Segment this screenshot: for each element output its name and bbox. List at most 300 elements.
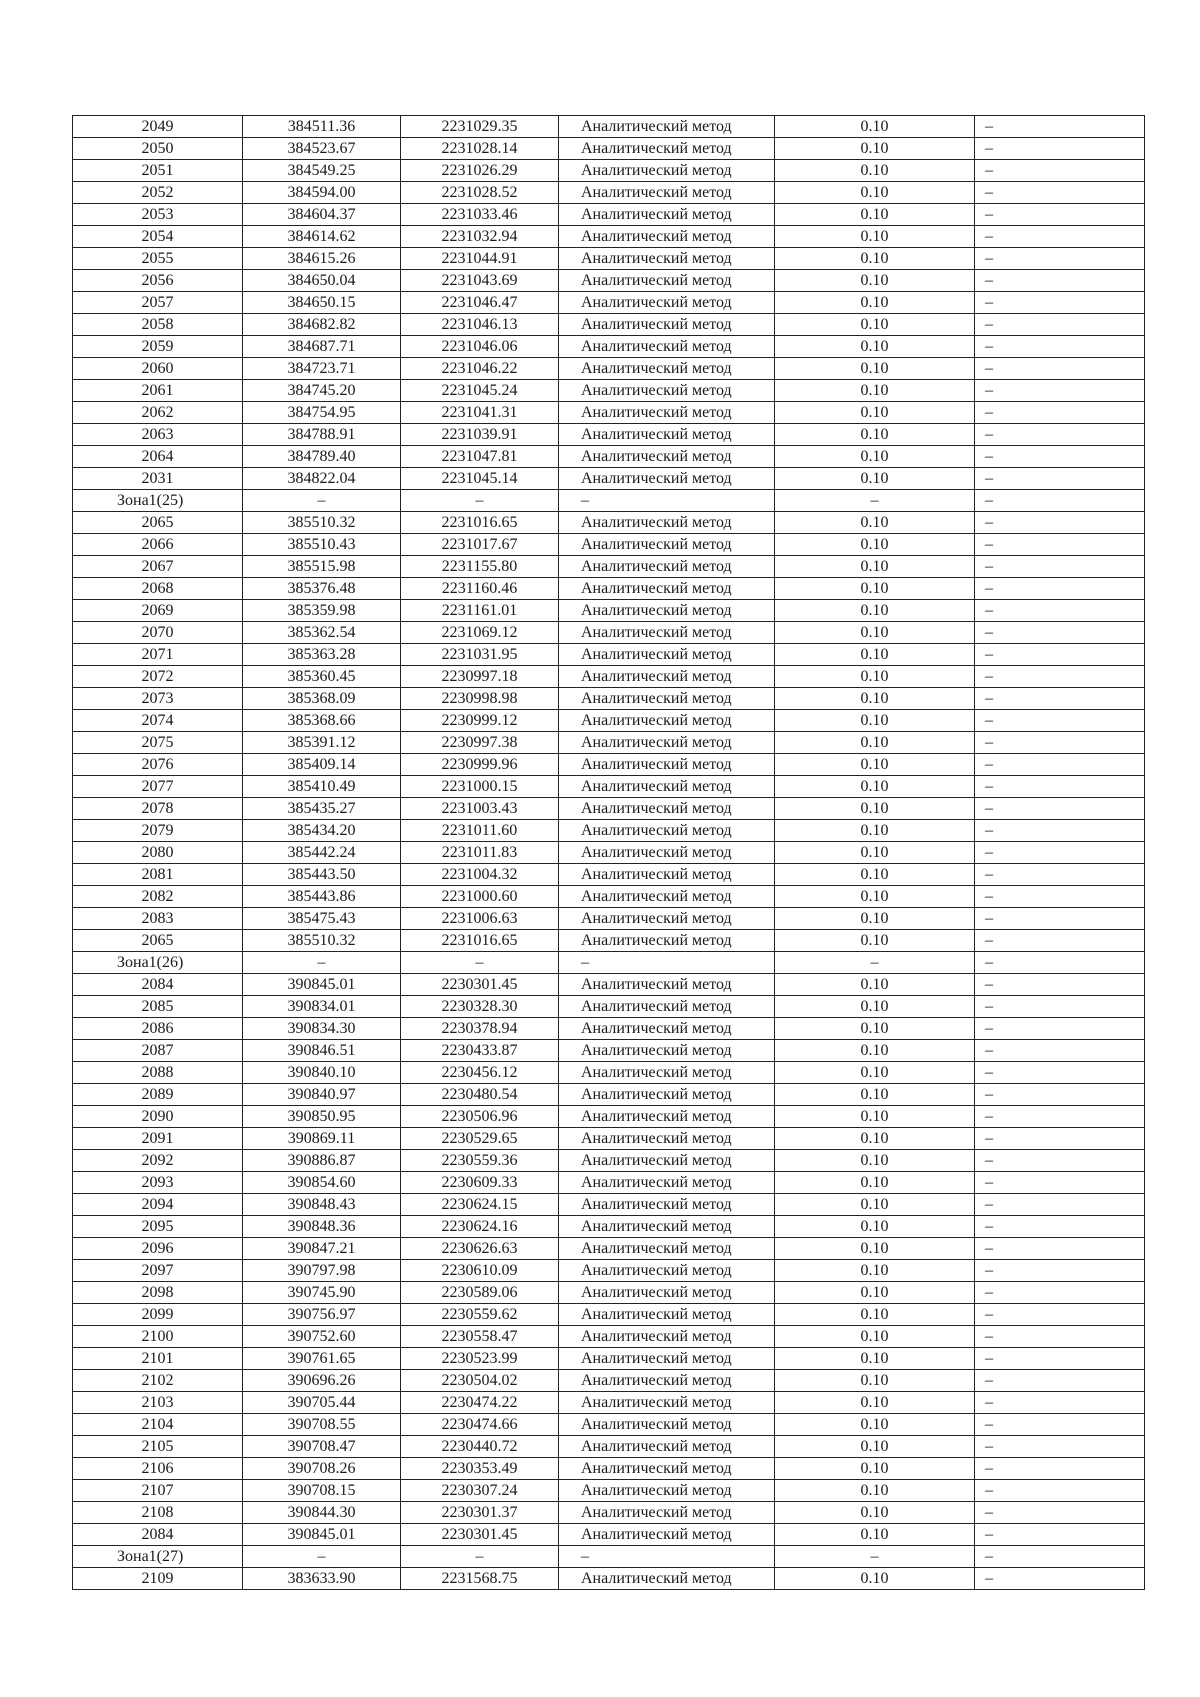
point-number-cell: 2093 xyxy=(73,1172,243,1194)
y-coordinate-cell: 2231028.14 xyxy=(401,138,559,160)
accuracy-cell: 0.10 xyxy=(775,1326,975,1348)
accuracy-cell: 0.10 xyxy=(775,1348,975,1370)
note-cell: – xyxy=(975,1062,1145,1084)
note-cell: – xyxy=(975,1040,1145,1062)
table-row xyxy=(73,424,1145,446)
point-number-cell: 2061 xyxy=(73,380,243,402)
method-cell: – xyxy=(559,952,775,974)
table-row xyxy=(73,1304,1145,1326)
note-cell: – xyxy=(975,1568,1145,1590)
method-cell: Аналитический метод xyxy=(559,930,775,952)
note-cell: – xyxy=(975,952,1145,974)
note-cell: – xyxy=(975,1194,1145,1216)
method-cell: Аналитический метод xyxy=(559,512,775,534)
method-cell: Аналитический метод xyxy=(559,182,775,204)
note-cell: – xyxy=(975,1524,1145,1546)
x-coordinate-cell: – xyxy=(243,952,401,974)
point-number-cell: 2105 xyxy=(73,1436,243,1458)
x-coordinate-cell: 385409.14 xyxy=(243,754,401,776)
point-number-cell: 2087 xyxy=(73,1040,243,1062)
y-coordinate-cell: – xyxy=(401,952,559,974)
accuracy-cell: 0.10 xyxy=(775,1106,975,1128)
method-cell: Аналитический метод xyxy=(559,996,775,1018)
y-coordinate-cell: 2230440.72 xyxy=(401,1436,559,1458)
point-number-cell: 2056 xyxy=(73,270,243,292)
note-cell: – xyxy=(975,1106,1145,1128)
table-row xyxy=(73,1084,1145,1106)
note-cell: – xyxy=(975,1370,1145,1392)
method-cell: Аналитический метод xyxy=(559,1436,775,1458)
point-number-cell: 2084 xyxy=(73,974,243,996)
table-row xyxy=(73,270,1145,292)
note-cell: – xyxy=(975,1414,1145,1436)
accuracy-cell: 0.10 xyxy=(775,1062,975,1084)
table-row xyxy=(73,732,1145,754)
accuracy-cell: 0.10 xyxy=(775,754,975,776)
y-coordinate-cell: 2231046.22 xyxy=(401,358,559,380)
y-coordinate-cell: 2230353.49 xyxy=(401,1458,559,1480)
accuracy-cell: 0.10 xyxy=(775,1392,975,1414)
note-cell: – xyxy=(975,490,1145,512)
table-row xyxy=(73,908,1145,930)
method-cell: Аналитический метод xyxy=(559,424,775,446)
y-coordinate-cell: 2230301.45 xyxy=(401,974,559,996)
note-cell: – xyxy=(975,644,1145,666)
note-cell: – xyxy=(975,1304,1145,1326)
table-row xyxy=(73,622,1145,644)
x-coordinate-cell: 385435.27 xyxy=(243,798,401,820)
note-cell: – xyxy=(975,534,1145,556)
point-number-cell: 2076 xyxy=(73,754,243,776)
x-coordinate-cell: 384745.20 xyxy=(243,380,401,402)
table-row xyxy=(73,644,1145,666)
method-cell: Аналитический метод xyxy=(559,1414,775,1436)
y-coordinate-cell: 2231033.46 xyxy=(401,204,559,226)
point-number-cell: 2065 xyxy=(73,930,243,952)
table-row xyxy=(73,226,1145,248)
table-row xyxy=(73,776,1145,798)
x-coordinate-cell: 385359.98 xyxy=(243,600,401,622)
method-cell: Аналитический метод xyxy=(559,446,775,468)
y-coordinate-cell: 2230559.62 xyxy=(401,1304,559,1326)
point-number-cell: 2091 xyxy=(73,1128,243,1150)
accuracy-cell: 0.10 xyxy=(775,710,975,732)
table-row xyxy=(73,1370,1145,1392)
accuracy-cell: 0.10 xyxy=(775,402,975,424)
accuracy-cell: 0.10 xyxy=(775,886,975,908)
x-coordinate-cell: 384615.26 xyxy=(243,248,401,270)
point-number-cell: 2064 xyxy=(73,446,243,468)
accuracy-cell: 0.10 xyxy=(775,1414,975,1436)
x-coordinate-cell: 384523.67 xyxy=(243,138,401,160)
x-coordinate-cell: 390848.36 xyxy=(243,1216,401,1238)
method-cell: Аналитический метод xyxy=(559,1150,775,1172)
accuracy-cell: 0.10 xyxy=(775,314,975,336)
x-coordinate-cell: 385368.09 xyxy=(243,688,401,710)
note-cell: – xyxy=(975,380,1145,402)
accuracy-cell: 0.10 xyxy=(775,688,975,710)
table-row xyxy=(73,1018,1145,1040)
table-row xyxy=(73,688,1145,710)
table-row xyxy=(73,182,1145,204)
note-cell: – xyxy=(975,842,1145,864)
note-cell: – xyxy=(975,754,1145,776)
note-cell: – xyxy=(975,666,1145,688)
table-row xyxy=(73,1216,1145,1238)
note-cell: – xyxy=(975,578,1145,600)
accuracy-cell: 0.10 xyxy=(775,974,975,996)
y-coordinate-cell: 2230998.98 xyxy=(401,688,559,710)
point-number-cell: 2108 xyxy=(73,1502,243,1524)
x-coordinate-cell: 385391.12 xyxy=(243,732,401,754)
x-coordinate-cell: 390854.60 xyxy=(243,1172,401,1194)
y-coordinate-cell: 2231046.13 xyxy=(401,314,559,336)
y-coordinate-cell: 2230558.47 xyxy=(401,1326,559,1348)
note-cell: – xyxy=(975,996,1145,1018)
point-number-cell: 2074 xyxy=(73,710,243,732)
accuracy-cell: 0.10 xyxy=(775,776,975,798)
note-cell: – xyxy=(975,138,1145,160)
table-row xyxy=(73,1414,1145,1436)
y-coordinate-cell: 2230474.66 xyxy=(401,1414,559,1436)
method-cell: Аналитический метод xyxy=(559,974,775,996)
table-row xyxy=(73,820,1145,842)
x-coordinate-cell: 384687.71 xyxy=(243,336,401,358)
y-coordinate-cell: 2230997.18 xyxy=(401,666,559,688)
y-coordinate-cell: 2231028.52 xyxy=(401,182,559,204)
method-cell: Аналитический метод xyxy=(559,886,775,908)
y-coordinate-cell: 2231046.06 xyxy=(401,336,559,358)
x-coordinate-cell: 385443.50 xyxy=(243,864,401,886)
coordinates-table-body xyxy=(73,116,1145,1590)
method-cell: Аналитический метод xyxy=(559,138,775,160)
note-cell: – xyxy=(975,512,1145,534)
method-cell: Аналитический метод xyxy=(559,380,775,402)
x-coordinate-cell: 390847.21 xyxy=(243,1238,401,1260)
method-cell: Аналитический метод xyxy=(559,1128,775,1150)
accuracy-cell: 0.10 xyxy=(775,138,975,160)
accuracy-cell: 0.10 xyxy=(775,1282,975,1304)
point-number-cell: 2082 xyxy=(73,886,243,908)
method-cell: Аналитический метод xyxy=(559,644,775,666)
table-row xyxy=(73,864,1145,886)
x-coordinate-cell: 385510.43 xyxy=(243,534,401,556)
table-row xyxy=(73,446,1145,468)
note-cell: – xyxy=(975,974,1145,996)
x-coordinate-cell: 390708.55 xyxy=(243,1414,401,1436)
method-cell: Аналитический метод xyxy=(559,1370,775,1392)
method-cell: Аналитический метод xyxy=(559,204,775,226)
method-cell: Аналитический метод xyxy=(559,1040,775,1062)
x-coordinate-cell: 384822.04 xyxy=(243,468,401,490)
method-cell: Аналитический метод xyxy=(559,1458,775,1480)
x-coordinate-cell: 384594.00 xyxy=(243,182,401,204)
point-number-cell: Зона1(27) xyxy=(73,1546,243,1568)
point-number-cell: 2052 xyxy=(73,182,243,204)
x-coordinate-cell: 384614.62 xyxy=(243,226,401,248)
note-cell: – xyxy=(975,732,1145,754)
point-number-cell: 2107 xyxy=(73,1480,243,1502)
point-number-cell: 2089 xyxy=(73,1084,243,1106)
table-row xyxy=(73,468,1145,490)
point-number-cell: Зона1(25) xyxy=(73,490,243,512)
y-coordinate-cell: 2231069.12 xyxy=(401,622,559,644)
point-number-cell: 2058 xyxy=(73,314,243,336)
x-coordinate-cell: 390834.01 xyxy=(243,996,401,1018)
y-coordinate-cell: 2230480.54 xyxy=(401,1084,559,1106)
accuracy-cell: 0.10 xyxy=(775,556,975,578)
method-cell: Аналитический метод xyxy=(559,1568,775,1590)
point-number-cell: 2086 xyxy=(73,1018,243,1040)
table-row xyxy=(73,1128,1145,1150)
table-row xyxy=(73,1282,1145,1304)
note-cell: – xyxy=(975,182,1145,204)
accuracy-cell: 0.10 xyxy=(775,1370,975,1392)
point-number-cell: 2054 xyxy=(73,226,243,248)
x-coordinate-cell: 390708.47 xyxy=(243,1436,401,1458)
point-number-cell: 2065 xyxy=(73,512,243,534)
accuracy-cell: 0.10 xyxy=(775,864,975,886)
accuracy-cell: 0.10 xyxy=(775,1458,975,1480)
table-row xyxy=(73,358,1145,380)
method-cell: Аналитический метод xyxy=(559,864,775,886)
table-row xyxy=(73,1106,1145,1128)
table-row xyxy=(73,1524,1145,1546)
x-coordinate-cell: 384650.04 xyxy=(243,270,401,292)
note-cell: – xyxy=(975,292,1145,314)
x-coordinate-cell: 385515.98 xyxy=(243,556,401,578)
table-row xyxy=(73,1260,1145,1282)
note-cell: – xyxy=(975,1282,1145,1304)
point-number-cell: 2072 xyxy=(73,666,243,688)
y-coordinate-cell: 2230301.45 xyxy=(401,1524,559,1546)
method-cell: Аналитический метод xyxy=(559,314,775,336)
accuracy-cell: 0.10 xyxy=(775,380,975,402)
method-cell: Аналитический метод xyxy=(559,798,775,820)
method-cell: Аналитический метод xyxy=(559,226,775,248)
note-cell: – xyxy=(975,908,1145,930)
accuracy-cell: 0.10 xyxy=(775,182,975,204)
point-number-cell: 2084 xyxy=(73,1524,243,1546)
note-cell: – xyxy=(975,1348,1145,1370)
table-row xyxy=(73,380,1145,402)
x-coordinate-cell: 385368.66 xyxy=(243,710,401,732)
point-number-cell: 2106 xyxy=(73,1458,243,1480)
accuracy-cell: 0.10 xyxy=(775,1260,975,1282)
point-number-cell: 2095 xyxy=(73,1216,243,1238)
accuracy-cell: 0.10 xyxy=(775,468,975,490)
note-cell: – xyxy=(975,116,1145,138)
point-number-cell: 2059 xyxy=(73,336,243,358)
method-cell: Аналитический метод xyxy=(559,534,775,556)
x-coordinate-cell: 385410.49 xyxy=(243,776,401,798)
table-row xyxy=(73,754,1145,776)
accuracy-cell: 0.10 xyxy=(775,996,975,1018)
accuracy-cell: 0.10 xyxy=(775,358,975,380)
y-coordinate-cell: 2230378.94 xyxy=(401,1018,559,1040)
x-coordinate-cell: 383633.90 xyxy=(243,1568,401,1590)
y-coordinate-cell: 2231045.14 xyxy=(401,468,559,490)
point-number-cell: 2070 xyxy=(73,622,243,644)
x-coordinate-cell: 390850.95 xyxy=(243,1106,401,1128)
x-coordinate-cell: 384511.36 xyxy=(243,116,401,138)
method-cell: Аналитический метод xyxy=(559,776,775,798)
note-cell: – xyxy=(975,688,1145,710)
x-coordinate-cell: – xyxy=(243,490,401,512)
point-number-cell: 2099 xyxy=(73,1304,243,1326)
coordinates-table xyxy=(72,115,1145,1590)
point-number-cell: 2075 xyxy=(73,732,243,754)
note-cell: – xyxy=(975,226,1145,248)
note-cell: – xyxy=(975,1260,1145,1282)
accuracy-cell: 0.10 xyxy=(775,1150,975,1172)
note-cell: – xyxy=(975,1172,1145,1194)
accuracy-cell: 0.10 xyxy=(775,1172,975,1194)
y-coordinate-cell: 2231004.32 xyxy=(401,864,559,886)
method-cell: Аналитический метод xyxy=(559,1062,775,1084)
note-cell: – xyxy=(975,1128,1145,1150)
accuracy-cell: 0.10 xyxy=(775,600,975,622)
table-row xyxy=(73,1480,1145,1502)
x-coordinate-cell: 385443.86 xyxy=(243,886,401,908)
y-coordinate-cell: 2230997.38 xyxy=(401,732,559,754)
note-cell: – xyxy=(975,468,1145,490)
x-coordinate-cell: 390761.65 xyxy=(243,1348,401,1370)
y-coordinate-cell: 2230999.96 xyxy=(401,754,559,776)
x-coordinate-cell: 390886.87 xyxy=(243,1150,401,1172)
x-coordinate-cell: 385376.48 xyxy=(243,578,401,600)
table-row xyxy=(73,1458,1145,1480)
x-coordinate-cell: 384549.25 xyxy=(243,160,401,182)
method-cell: Аналитический метод xyxy=(559,1480,775,1502)
table-row xyxy=(73,1062,1145,1084)
y-coordinate-cell: 2230328.30 xyxy=(401,996,559,1018)
method-cell: Аналитический метод xyxy=(559,1260,775,1282)
y-coordinate-cell: 2231000.60 xyxy=(401,886,559,908)
table-row xyxy=(73,600,1145,622)
accuracy-cell: 0.10 xyxy=(775,446,975,468)
table-row xyxy=(73,556,1145,578)
table-row xyxy=(73,1568,1145,1590)
point-number-cell: 2081 xyxy=(73,864,243,886)
accuracy-cell: 0.10 xyxy=(775,644,975,666)
note-cell: – xyxy=(975,710,1145,732)
point-number-cell: 2071 xyxy=(73,644,243,666)
x-coordinate-cell: 390745.90 xyxy=(243,1282,401,1304)
accuracy-cell: 0.10 xyxy=(775,842,975,864)
point-number-cell: 2066 xyxy=(73,534,243,556)
note-cell: – xyxy=(975,1216,1145,1238)
accuracy-cell: 0.10 xyxy=(775,578,975,600)
point-number-cell: 2067 xyxy=(73,556,243,578)
method-cell: Аналитический метод xyxy=(559,600,775,622)
point-number-cell: 2083 xyxy=(73,908,243,930)
x-coordinate-cell: 385434.20 xyxy=(243,820,401,842)
table-row xyxy=(73,930,1145,952)
method-cell: Аналитический метод xyxy=(559,402,775,424)
accuracy-cell: 0.10 xyxy=(775,666,975,688)
method-cell: Аналитический метод xyxy=(559,1304,775,1326)
method-cell: Аналитический метод xyxy=(559,1216,775,1238)
x-coordinate-cell: 384604.37 xyxy=(243,204,401,226)
note-cell: – xyxy=(975,1502,1145,1524)
note-cell: – xyxy=(975,160,1145,182)
y-coordinate-cell: 2230626.63 xyxy=(401,1238,559,1260)
table-row xyxy=(73,512,1145,534)
method-cell: Аналитический метод xyxy=(559,116,775,138)
method-cell: Аналитический метод xyxy=(559,556,775,578)
table-row xyxy=(73,160,1145,182)
accuracy-cell: 0.10 xyxy=(775,1436,975,1458)
note-cell: – xyxy=(975,270,1145,292)
x-coordinate-cell: 385363.28 xyxy=(243,644,401,666)
table-row xyxy=(73,336,1145,358)
x-coordinate-cell: 385510.32 xyxy=(243,930,401,952)
point-number-cell: 2078 xyxy=(73,798,243,820)
point-number-cell: 2069 xyxy=(73,600,243,622)
method-cell: Аналитический метод xyxy=(559,1282,775,1304)
accuracy-cell: 0.10 xyxy=(775,798,975,820)
accuracy-cell: 0.10 xyxy=(775,248,975,270)
y-coordinate-cell: 2231568.75 xyxy=(401,1568,559,1590)
method-cell: Аналитический метод xyxy=(559,754,775,776)
method-cell: Аналитический метод xyxy=(559,1524,775,1546)
accuracy-cell: 0.10 xyxy=(775,204,975,226)
note-cell: – xyxy=(975,1480,1145,1502)
x-coordinate-cell: 385362.54 xyxy=(243,622,401,644)
note-cell: – xyxy=(975,1018,1145,1040)
note-cell: – xyxy=(975,1326,1145,1348)
x-coordinate-cell: 390705.44 xyxy=(243,1392,401,1414)
note-cell: – xyxy=(975,864,1145,886)
table-row xyxy=(73,292,1145,314)
point-number-cell: Зона1(26) xyxy=(73,952,243,974)
note-cell: – xyxy=(975,336,1145,358)
y-coordinate-cell: 2230307.24 xyxy=(401,1480,559,1502)
table-row xyxy=(73,886,1145,908)
table-row xyxy=(73,402,1145,424)
y-coordinate-cell: 2230433.87 xyxy=(401,1040,559,1062)
y-coordinate-cell: 2230589.06 xyxy=(401,1282,559,1304)
accuracy-cell: 0.10 xyxy=(775,1216,975,1238)
table-row xyxy=(73,1392,1145,1414)
y-coordinate-cell: 2231003.43 xyxy=(401,798,559,820)
y-coordinate-cell: 2231044.91 xyxy=(401,248,559,270)
note-cell: – xyxy=(975,798,1145,820)
point-number-cell: 2055 xyxy=(73,248,243,270)
point-number-cell: 2100 xyxy=(73,1326,243,1348)
y-coordinate-cell: 2230301.37 xyxy=(401,1502,559,1524)
y-coordinate-cell: 2231026.29 xyxy=(401,160,559,182)
note-cell: – xyxy=(975,1150,1145,1172)
method-cell: Аналитический метод xyxy=(559,1018,775,1040)
note-cell: – xyxy=(975,248,1145,270)
table-row xyxy=(73,116,1145,138)
point-number-cell: 2098 xyxy=(73,1282,243,1304)
point-number-cell: 2088 xyxy=(73,1062,243,1084)
point-number-cell: 2053 xyxy=(73,204,243,226)
accuracy-cell: 0.10 xyxy=(775,930,975,952)
method-cell: Аналитический метод xyxy=(559,1194,775,1216)
x-coordinate-cell: 384788.91 xyxy=(243,424,401,446)
x-coordinate-cell: 390848.43 xyxy=(243,1194,401,1216)
point-number-cell: 2079 xyxy=(73,820,243,842)
y-coordinate-cell: 2230624.16 xyxy=(401,1216,559,1238)
point-number-cell: 2068 xyxy=(73,578,243,600)
note-cell: – xyxy=(975,1238,1145,1260)
y-coordinate-cell: 2231046.47 xyxy=(401,292,559,314)
point-number-cell: 2090 xyxy=(73,1106,243,1128)
